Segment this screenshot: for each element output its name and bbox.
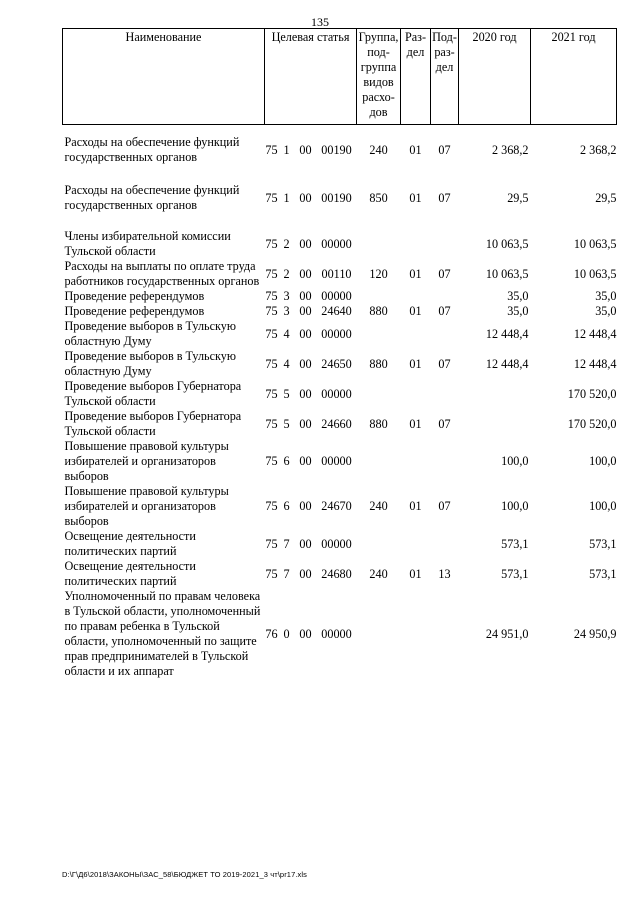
- header-2020: 2020 год: [459, 29, 531, 125]
- target-code-expense: 24640: [321, 304, 352, 318]
- row-2021: 170 520,0: [567, 416, 617, 431]
- row-section: 01: [409, 304, 422, 318]
- row-2021: 100,0: [589, 499, 617, 513]
- row-name: Освещение деятельности политических партий: [64, 559, 196, 588]
- target-code-direction: 00: [299, 289, 312, 303]
- table-row: [63, 439, 617, 484]
- row-name: Проведение референдумов: [64, 304, 205, 318]
- table-header-row: [63, 29, 617, 125]
- table-row: [63, 409, 617, 439]
- row-section: 01: [409, 266, 422, 281]
- row-name: Проведение выборов Губернатора Тульской области: [64, 379, 242, 408]
- row-section: 01: [409, 499, 422, 513]
- row-2020: 573,1: [501, 566, 529, 581]
- row-subsection: 07: [438, 266, 451, 281]
- target-code-program: 75: [265, 326, 278, 341]
- target-code-direction: 00: [299, 416, 312, 431]
- target-code-expense: 24680: [321, 566, 352, 581]
- row-2021: 573,1: [589, 566, 617, 581]
- row-group: 880: [369, 304, 388, 318]
- row-2021: 573,1: [589, 536, 617, 551]
- row-group: 240: [369, 499, 388, 513]
- row-2021: 24 950,9: [573, 626, 617, 641]
- row-name: Расходы на выплаты по оплате труда работников государственных органов: [64, 259, 260, 288]
- target-code-subprogram: 4: [283, 326, 290, 341]
- target-code-subprogram: 7: [283, 566, 290, 581]
- table-row: [63, 559, 617, 589]
- target-code-subprogram: 6: [283, 454, 290, 468]
- table-row: [63, 379, 617, 409]
- row-section: [401, 529, 431, 559]
- target-code-expense: 00000: [321, 536, 352, 551]
- target-code-expense: 24660: [321, 416, 352, 431]
- row-subsection: [431, 379, 459, 409]
- row-subsection: [431, 589, 459, 679]
- table-row: [63, 319, 617, 349]
- target-code-program: 75: [265, 416, 278, 431]
- row-2021: 35,0: [595, 304, 617, 318]
- row-section: [401, 439, 431, 484]
- row-2020: [459, 379, 531, 409]
- header-subsection: Под-раз-дел: [431, 29, 459, 125]
- row-name: Повышение правовой культуры избирателей и организаторов выборов: [64, 484, 229, 528]
- file-path-footer: D:\Г\Д6\2018\ЗАКОНЫ\ЗАС_58\БЮДЖЕТ ТО 2019-2021_3 чт\pr17.xls: [62, 870, 307, 879]
- target-code-expense: 24670: [321, 499, 352, 513]
- target-code-program: 75: [265, 289, 278, 303]
- table-row: [63, 589, 617, 679]
- target-code-subprogram: 1: [283, 142, 290, 157]
- row-subsection: [431, 229, 459, 259]
- row-subsection: 07: [438, 499, 451, 513]
- row-subsection: 07: [438, 304, 451, 318]
- row-name: Расходы на обеспечение функций государственных органов: [64, 183, 240, 212]
- target-code-program: 75: [265, 386, 278, 401]
- row-group: [357, 529, 401, 559]
- target-code-direction: 00: [299, 304, 312, 318]
- table-row: [63, 229, 617, 259]
- row-2020: 573,1: [501, 536, 529, 551]
- row-2020: 12 448,4: [485, 356, 529, 371]
- row-2021: 10 063,5: [573, 236, 617, 251]
- row-subsection: 07: [438, 142, 451, 157]
- target-code-direction: 00: [299, 626, 312, 641]
- target-code-subprogram: 7: [283, 536, 290, 551]
- header-2021: 2021 год: [531, 29, 617, 125]
- row-2021: 2 368,2: [579, 142, 617, 157]
- row-subsection: [431, 529, 459, 559]
- table-row: [63, 289, 617, 304]
- row-2020: 35,0: [507, 304, 529, 318]
- row-2020: 29,5: [507, 190, 529, 205]
- row-2021: 12 448,4: [573, 326, 617, 341]
- target-code-expense: 00000: [321, 454, 352, 468]
- target-code-direction: 00: [299, 236, 312, 251]
- row-group: [357, 229, 401, 259]
- table-row: [63, 349, 617, 379]
- row-name: Проведение выборов в Тульскую областную Думу: [64, 319, 236, 348]
- target-code-expense: 00000: [321, 386, 352, 401]
- row-section: 01: [409, 566, 422, 581]
- target-code-program: 75: [265, 566, 278, 581]
- row-subsection: 07: [438, 190, 451, 205]
- target-code-expense: 00000: [321, 236, 352, 251]
- target-code-subprogram: 4: [283, 356, 290, 371]
- target-code-subprogram: 3: [283, 304, 290, 318]
- row-2020: 100,0: [501, 499, 529, 513]
- row-name: Проведение выборов в Тульскую областную Думу: [64, 349, 236, 378]
- target-code-direction: 00: [299, 536, 312, 551]
- row-section: 01: [409, 190, 422, 205]
- row-2021: 35,0: [595, 289, 617, 303]
- budget-table: [62, 28, 617, 679]
- target-code-expense: 00000: [321, 289, 352, 303]
- target-code-expense: 00190: [321, 142, 352, 157]
- row-group: [357, 319, 401, 349]
- target-code-program: 75: [265, 190, 278, 205]
- target-code-expense: 00110: [321, 266, 352, 281]
- target-code-direction: 00: [299, 356, 312, 371]
- target-code-direction: 00: [299, 499, 312, 513]
- table-row: [63, 529, 617, 559]
- target-code-subprogram: 2: [283, 236, 290, 251]
- target-code-expense: 24650: [321, 356, 352, 371]
- row-2020: [459, 409, 531, 439]
- row-section: 01: [409, 356, 422, 371]
- row-2021: 29,5: [595, 190, 617, 205]
- row-name: Уполномоченный по правам человека в Тульской области, уполномоченный по правам ребенка в Тульской области, уполномоченный по защите прав предпринимателей в Тульской области и их аппарат: [64, 589, 261, 678]
- target-code-subprogram: 3: [283, 289, 290, 303]
- row-section: [401, 379, 431, 409]
- target-code-subprogram: 5: [283, 416, 290, 431]
- target-code-expense: 00190: [321, 190, 352, 205]
- row-group: 240: [369, 142, 388, 157]
- table-row: [63, 304, 617, 319]
- target-code-direction: 00: [299, 190, 312, 205]
- row-section: [401, 319, 431, 349]
- row-subsection: 13: [438, 566, 451, 581]
- row-group: [357, 379, 401, 409]
- target-code-direction: 00: [299, 454, 312, 468]
- row-name: Проведение референдумов: [64, 289, 205, 303]
- row-section: [401, 229, 431, 259]
- target-code-program: 75: [265, 236, 278, 251]
- target-code-program: 75: [265, 454, 278, 468]
- target-code-subprogram: 0: [283, 626, 290, 641]
- row-2021: 12 448,4: [573, 356, 617, 371]
- target-code-direction: 00: [299, 266, 312, 281]
- row-2021: 100,0: [589, 454, 617, 468]
- row-subsection: [431, 439, 459, 484]
- target-code-subprogram: 5: [283, 386, 290, 401]
- table-row: [63, 135, 617, 165]
- page-number: 135: [311, 15, 329, 29]
- header-name: Наименование: [63, 29, 265, 125]
- row-subsection: 07: [438, 356, 451, 371]
- target-code-subprogram: 1: [283, 190, 290, 205]
- target-code-direction: 00: [299, 326, 312, 341]
- row-section: 01: [409, 416, 422, 431]
- row-name: Освещение деятельности политических партий: [64, 529, 196, 558]
- row-section: [401, 289, 431, 304]
- row-group: 120: [369, 266, 388, 281]
- target-code-program: 75: [265, 356, 278, 371]
- row-group: [357, 289, 401, 304]
- target-code-direction: 00: [299, 142, 312, 157]
- header-group: Группа, под-группа видов расхо-дов: [357, 29, 401, 125]
- target-code-program: 75: [265, 304, 278, 318]
- row-subsection: [431, 289, 459, 304]
- target-code-direction: 00: [299, 566, 312, 581]
- row-2020: 10 063,5: [485, 266, 529, 281]
- target-code-program: 75: [265, 536, 278, 551]
- row-name: Повышение правовой культуры избирателей и организаторов выборов: [64, 439, 229, 483]
- row-group: 240: [369, 566, 388, 581]
- table-row: [63, 259, 617, 289]
- row-2020: 10 063,5: [485, 236, 529, 251]
- target-code-expense: 00000: [321, 626, 352, 641]
- target-code-program: 76: [265, 626, 278, 641]
- row-2021: 10 063,5: [573, 266, 617, 281]
- row-name: Проведение выборов Губернатора Тульской области: [64, 409, 242, 438]
- header-target-article: Целевая статья: [265, 29, 357, 125]
- row-name: Расходы на обеспечение функций государственных органов: [64, 135, 240, 164]
- row-group: 880: [369, 416, 388, 431]
- row-subsection: [431, 319, 459, 349]
- row-group: [357, 589, 401, 679]
- row-2020: 35,0: [507, 289, 529, 303]
- row-group: 880: [369, 356, 388, 371]
- row-2021: 170 520,0: [567, 386, 617, 401]
- row-subsection: 07: [438, 416, 451, 431]
- target-code-subprogram: 6: [283, 499, 290, 513]
- target-code-program: 75: [265, 266, 278, 281]
- row-section: 01: [409, 142, 422, 157]
- row-2020: 12 448,4: [485, 326, 529, 341]
- target-code-subprogram: 2: [283, 266, 290, 281]
- target-code-program: 75: [265, 142, 278, 157]
- target-code-expense: 00000: [321, 326, 352, 341]
- table-row: [63, 484, 617, 529]
- row-2020: 24 951,0: [485, 626, 529, 641]
- target-code-direction: 00: [299, 386, 312, 401]
- table-row: [63, 183, 617, 213]
- row-group: [357, 439, 401, 484]
- row-section: [401, 589, 431, 679]
- row-2020: 2 368,2: [491, 142, 529, 157]
- row-2020: 100,0: [501, 454, 529, 468]
- target-code-program: 75: [265, 499, 278, 513]
- row-name: Члены избирательной комиссии Тульской области: [64, 229, 231, 258]
- header-section: Раз-дел: [401, 29, 431, 125]
- row-group: 850: [369, 190, 388, 205]
